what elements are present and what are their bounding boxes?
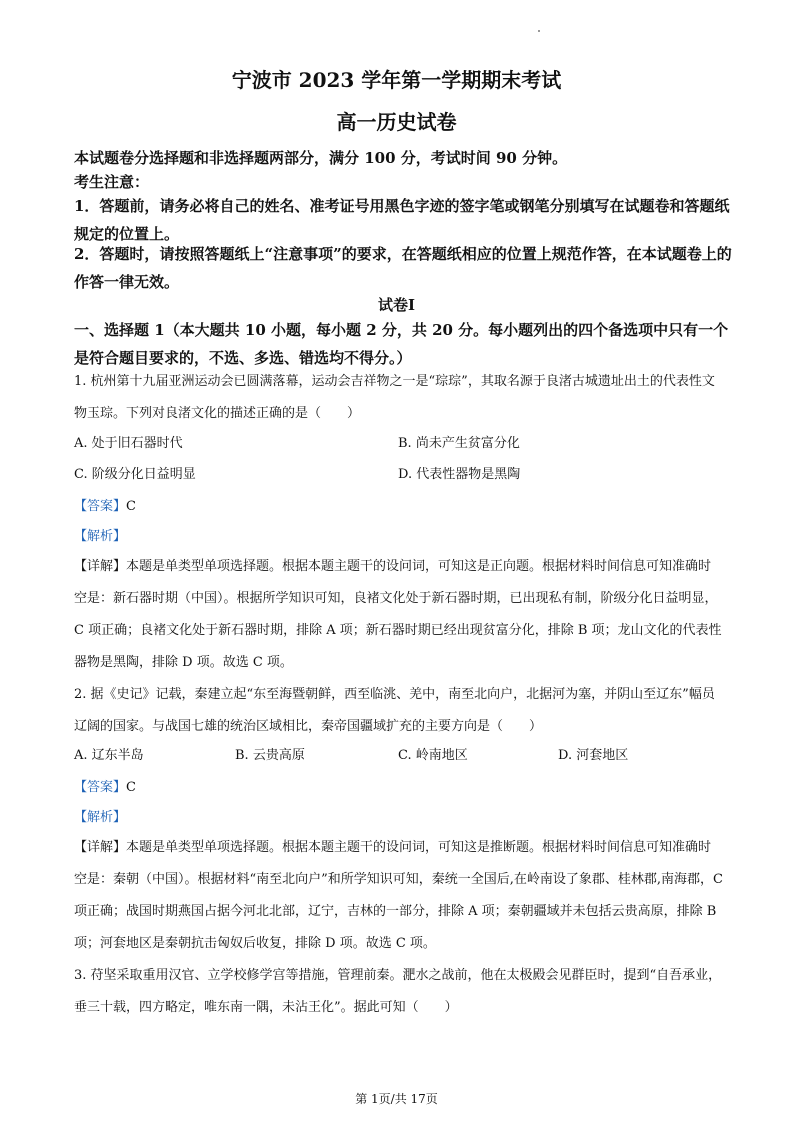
exam-title: 宁波市 2023 学年第一学期期末考试 xyxy=(231,68,562,92)
q2-option-b: B. 云贵高原 xyxy=(235,748,305,763)
q1-option-d: D. 代表性器物是黑陶 xyxy=(398,467,521,482)
q1-answer xyxy=(74,497,136,517)
section-heading: 一、选择题 1（本大题共 10 小题，每小题 2 分，共 20 分。每小题列出的四个备选项中只有一个是符合题目要求的，不选、多选、错选均不得分。） xyxy=(74,321,729,367)
q1-answer-value: C xyxy=(126,499,136,514)
q1-detail-text: 本题是单类型单项选择题。根据本题主题干的设问词，可知这是正向题。根据材料时间信息可知准确时空是：新石器时期（中国）。根据所学知识可知，良褚文化处于新石器时期，已出现私有制，阶级分化日益明显，C 项正确；良褚文化处于新石器时期，排除 A 项；新石器时期已经出现贫富分化，排除 B 项；龙山文化的代表性器物是黑陶，排除 D 项。故选 C 项。 xyxy=(74,559,722,670)
q3-stem: 3. 苻坚采取重用汉官、立学校修学宫等措施，管理前秦。淝水之战前，他在太极殿会见群臣时，提到“自吾承业，垂三十载，四方略定，唯东南一隅，未沾王化”。据此可知（ ） xyxy=(74,968,722,1015)
exam-subtitle: 高一历史试卷 xyxy=(336,110,457,134)
q2-analysis-tag: 【解析】 xyxy=(74,810,127,825)
q2-stem: 2. 据《史记》记载，秦建立起“东至海暨朝鲜，西至临洮、羌中，南至北向户，北据河为塞，并阴山至辽东”幅员辽阔的国家。与战国七雄的统治区域相比，秦帝国疆域扩充的主要方向是（ ） xyxy=(74,687,715,734)
q1-answer-tag: 【答案】 xyxy=(74,499,127,514)
scan-dot xyxy=(538,30,540,32)
q2-option-a: A. 辽东半岛 xyxy=(74,748,144,763)
notice-intro: 本试题卷分选择题和非选择题两部分，满分 100 分，考试时间 90 分钟。 xyxy=(74,149,568,167)
paper-label: 试卷Ⅰ xyxy=(377,296,416,314)
q2-answer xyxy=(74,778,136,798)
q1-detail-tag: 【详解】 xyxy=(74,559,127,574)
q1-option-a: A. 处于旧石器时代 xyxy=(74,436,183,451)
q2-analysis xyxy=(74,808,126,828)
q1-analysis xyxy=(74,527,126,547)
q2-answer-value: C xyxy=(126,780,136,795)
q2-detail-text: 本题是单类型单项选择题。根据本题主题干的设问词，可知这是推断题。根据材料时间信息可知准确时空是：秦朝（中国）。根据材料“南至北向户”和所学知识可知，秦统一全国后,在岭南设了象郡、桂林郡,南海郡，C 项正确；战国时期燕国占据今河北北部，辽宁，吉林的一部分，排除 A 项；秦朝疆域并未包括云贵高原，排除 B 项；河套地区是秦朝抗击匈奴后收复，排除 D 项。故选 C 项。 xyxy=(74,840,724,951)
notice-item-2: 2．答题时，请按照答题纸上“注意事项”的要求，在答题纸相应的位置上规范作答，在本试题卷上的作答一律无效。 xyxy=(74,245,732,291)
q2-answer-tag: 【答案】 xyxy=(74,780,127,795)
notice-item-1: 1．答题前，请务必将自己的姓名、准考证号用黑色字迹的签字笔或钢笔分别填写在试题卷和答题纸规定的位置上。 xyxy=(74,197,730,243)
q1-option-c: C. 阶级分化日益明显 xyxy=(74,467,196,482)
q2-detail-tag: 【详解】 xyxy=(74,840,127,855)
q2-detail xyxy=(74,832,724,960)
q2-option-d: D. 河套地区 xyxy=(558,748,629,763)
q1-analysis-tag: 【解析】 xyxy=(74,529,127,544)
page-number: 第 1页/共 17页 xyxy=(355,1092,438,1106)
q2-option-c: C. 岭南地区 xyxy=(398,748,468,763)
q1-detail xyxy=(74,551,724,679)
q1-stem: 1. 杭州第十九届亚洲运动会已圆满落幕，运动会吉祥物之一是“琮琮”，其取名源于良渚古城遗址出土的代表性文物玉琮。下列对良渚文化的描述正确的是（ ） xyxy=(74,374,715,421)
notice-heading: 考生注意： xyxy=(74,173,150,191)
q1-option-b: B. 尚未产生贫富分化 xyxy=(398,436,520,451)
